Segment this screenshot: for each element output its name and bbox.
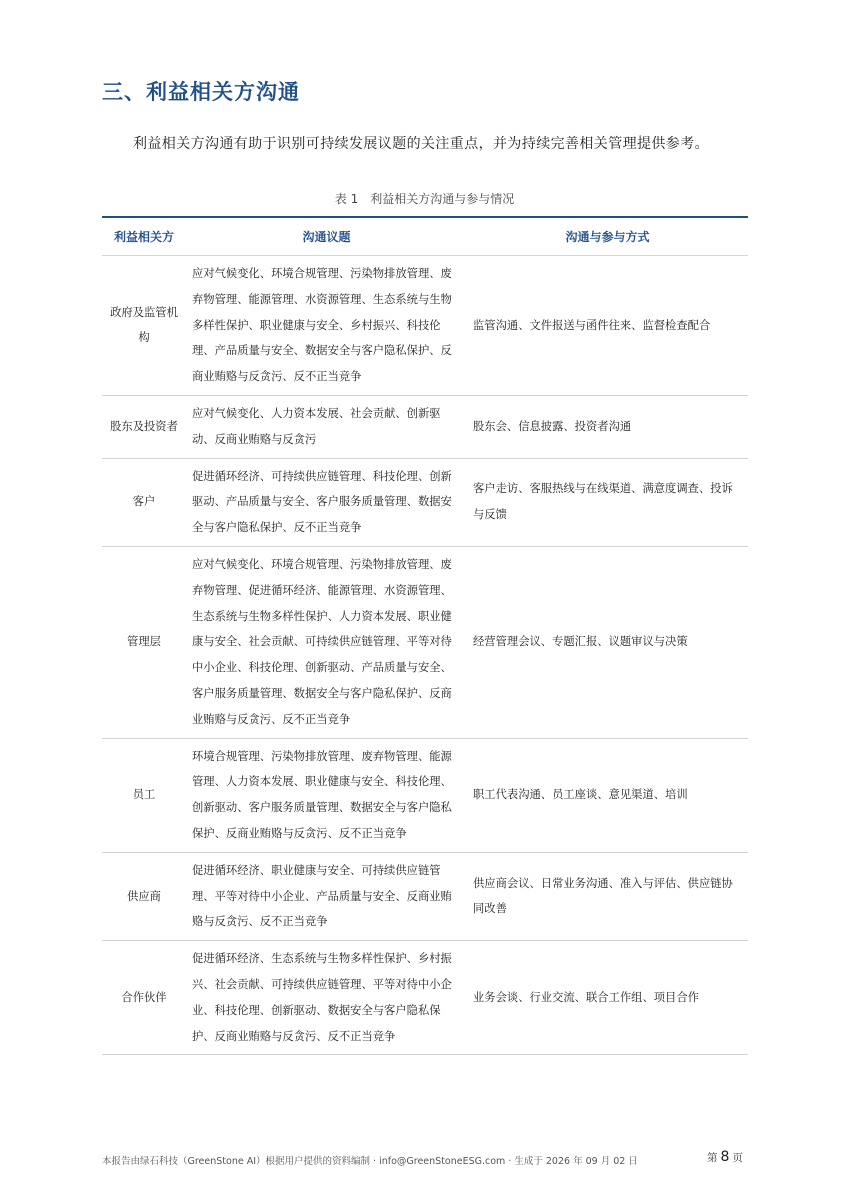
table-row (102, 546, 748, 738)
table-row (102, 395, 748, 458)
header-methods: 沟通与参与方式 (467, 217, 748, 256)
page-prefix: 第 (707, 1152, 718, 1164)
table-row (102, 738, 748, 852)
stakeholder-cell: 管理层 (102, 546, 186, 738)
header-stakeholder: 利益相关方 (102, 217, 186, 256)
stakeholder-cell: 合作伙伴 (102, 941, 186, 1055)
table-row (102, 458, 748, 546)
methods-cell: 股东会、信息披露、投资者沟通 (467, 395, 748, 458)
stakeholder-cell: 供应商 (102, 852, 186, 940)
page-number (707, 1149, 743, 1165)
stakeholder-table (102, 216, 748, 1055)
topics-cell: 促进循环经济、生态系统与生物多样性保护、乡村振兴、社会贡献、可持续供应链管理、平等对待中小企业、科技伦理、创新驱动、数据安全与客户隐私保护、反商业贿赂与反贪污、反不正当竞争 (186, 941, 467, 1055)
stakeholder-cell: 政府及监管机构 (102, 256, 186, 396)
table-caption: 表 1 利益相关方沟通与参与情况 (334, 192, 515, 206)
section-title: 三、利益相关方沟通 (102, 80, 300, 104)
table-header-row (102, 217, 748, 256)
methods-cell: 监管沟通、文件报送与函件往来、监督检查配合 (467, 256, 748, 396)
page-footer: 本报告由绿石科技（GreenStone AI）根据用户提供的资料编制 · info@GreenStoneESG.com · 生成于 2026 年 09 月 02 日 (102, 1156, 638, 1167)
topics-cell: 应对气候变化、人力资本发展、社会贡献、创新驱动、反商业贿赂与反贪污 (186, 395, 467, 458)
methods-cell: 职工代表沟通、员工座谈、意见渠道、培训 (467, 738, 748, 852)
page-suffix: 页 (732, 1152, 743, 1164)
stakeholder-cell: 客户 (102, 458, 186, 546)
topics-cell: 应对气候变化、环境合规管理、污染物排放管理、废弃物管理、促进循环经济、能源管理、水资源管理、生态系统与生物多样性保护、人力资本发展、职业健康与安全、社会贡献、可持续供应链管理、平等对待中小企业、科技伦理、创新驱动、产品质量与安全、客户服务质量管理、数据安全与客户隐私保护、反商业贿赂与反贪污、反不正当竞争 (186, 546, 467, 738)
topics-cell: 应对气候变化、环境合规管理、污染物排放管理、废弃物管理、能源管理、水资源管理、生态系统与生物多样性保护、职业健康与安全、乡村振兴、科技伦理、产品质量与安全、数据安全与客户隐私保护、反商业贿赂与反贪污、反不正当竞争 (186, 256, 467, 396)
topics-cell: 促进循环经济、可持续供应链管理、科技伦理、创新驱动、产品质量与安全、客户服务质量管理、数据安全与客户隐私保护、反不正当竞争 (186, 458, 467, 546)
stakeholder-cell: 员工 (102, 738, 186, 852)
page-number-value: 8 (720, 1149, 730, 1165)
table-row (102, 852, 748, 940)
topics-cell: 促进循环经济、职业健康与安全、可持续供应链管理、平等对待中小企业、产品质量与安全、反商业贿赂与反贪污、反不正当竞争 (186, 852, 467, 940)
table-row (102, 256, 748, 396)
intro-paragraph: 利益相关方沟通有助于识别可持续发展议题的关注重点，并为持续完善相关管理提供参考。 (133, 136, 709, 152)
methods-cell: 供应商会议、日常业务沟通、准入与评估、供应链协同改善 (467, 852, 748, 940)
table-row (102, 941, 748, 1055)
stakeholder-cell: 股东及投资者 (102, 395, 186, 458)
methods-cell: 经营管理会议、专题汇报、议题审议与决策 (467, 546, 748, 738)
header-topics: 沟通议题 (186, 217, 467, 256)
topics-cell: 环境合规管理、污染物排放管理、废弃物管理、能源管理、人力资本发展、职业健康与安全、科技伦理、创新驱动、客户服务质量管理、数据安全与客户隐私保护、反商业贿赂与反贪污、反不正当竞争 (186, 738, 467, 852)
methods-cell: 客户走访、客服热线与在线渠道、满意度调查、投诉与反馈 (467, 458, 748, 546)
methods-cell: 业务会谈、行业交流、联合工作组、项目合作 (467, 941, 748, 1055)
